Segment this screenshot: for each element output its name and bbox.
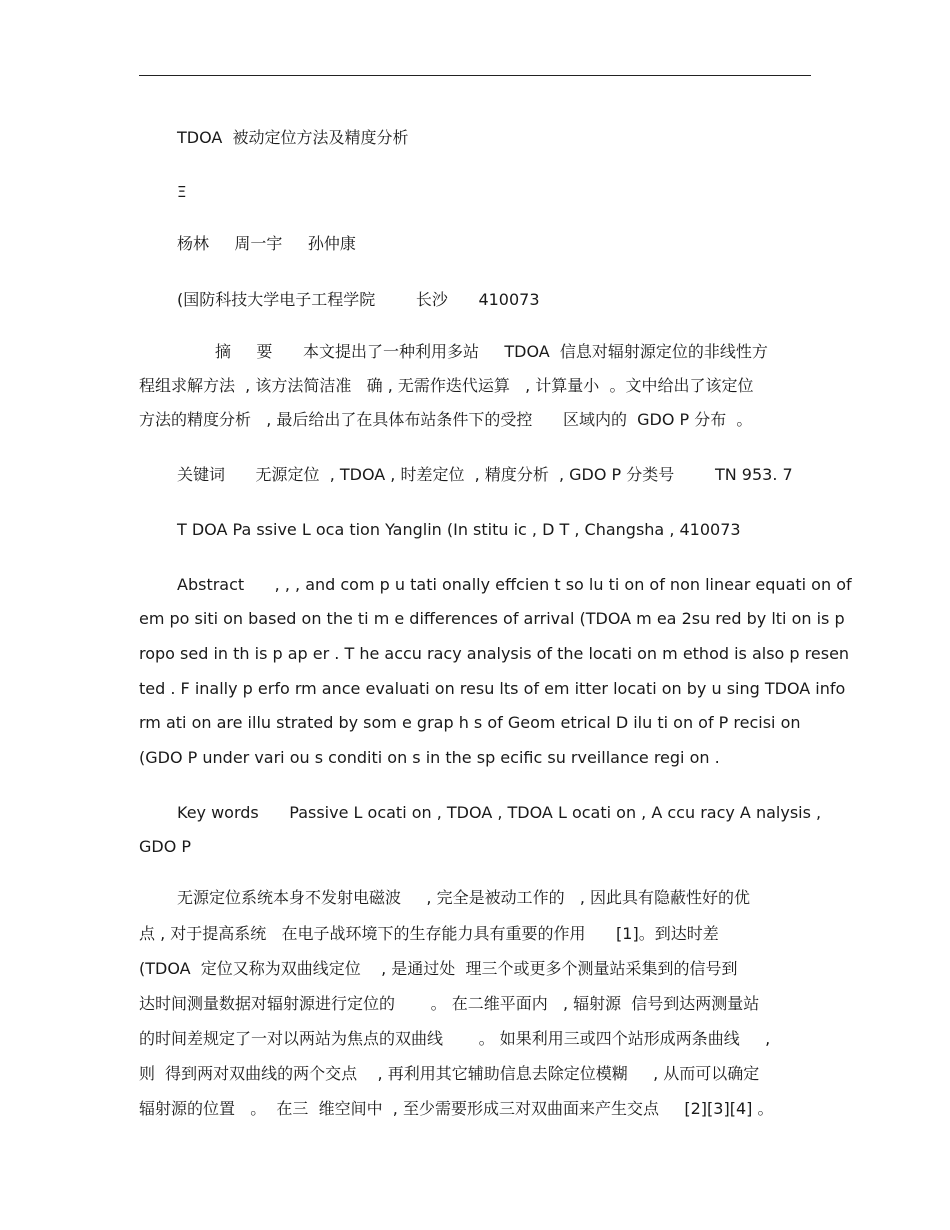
abstract-en-line: Abstract , , , and com p u tati onally effcien t so lu ti on of non linear equati on of [177, 575, 852, 594]
body-text-line: (TDOA 定位又称为双曲线定位 , 是通过处 理三个或更多个测量站采集到的信号到 [139, 959, 738, 978]
body-text-line: 点 , 对于提高系统 在电子战环境下的生存能力具有重要的作用 [1]。到达时差 [139, 924, 719, 943]
english-title-line: T DOA Pa ssive L oca tion Yanglin (In stitu ic , D T , Changsha , 410073 [177, 520, 741, 539]
abstract-en-line: (GDO P under vari ou s conditi on s in the sp ecific su rveillance regi on . [139, 748, 720, 767]
affiliation: (国防科技大学电子工程学院 长沙 410073 [177, 290, 540, 309]
body-text-line: 辐射源的位置 。 在三 维空间中 , 至少需要形成三对双曲面来产生交点 [2][3][4] 。 [139, 1099, 774, 1118]
paper-title: TDOA 被动定位方法及精度分析 [177, 128, 409, 147]
body-text-line: 则 得到两对双曲线的两个交点 , 再利用其它辅助信息去除定位模糊 , 从而可以确定 [139, 1064, 760, 1083]
abstract-cn-line: 程组求解方法 , 该方法简洁准 确 , 无需作迭代运算 , 计算量小 。文中给出了该定位 [139, 376, 754, 395]
keywords-en-line: GDO P [139, 837, 192, 856]
body-text-line: 达时间测量数据对辐射源进行定位的 。 在二维平面内 , 辐射源 信号到达两测量站 [139, 994, 760, 1013]
body-text-line: 的时间差规定了一对以两站为焦点的双曲线 。 如果利用三或四个站形成两条曲线 , [139, 1029, 771, 1048]
keywords-cn: 关键词 无源定位 , TDOA , 时差定位 , 精度分析 , GDO P 分类号 TN 953. 7 [177, 465, 793, 484]
abstract-en-line: em po siti on based on the ti m e differences of arrival (TDOA m ea 2su red by lti on is p [139, 609, 845, 628]
authors: 杨林 周一宇 孙仲康 [177, 234, 356, 253]
abstract-en-line: ted . F inally p erfo rm ance evaluati on resu lts of em itter locati on by u sing TDOA info [139, 679, 846, 698]
abstract-cn-line: 方法的精度分析 , 最后给出了在具体布站条件下的受控 区域内的 GDO P 分布 。 [139, 410, 753, 429]
footnote-mark: Ξ [177, 183, 187, 201]
abstract-en-line: ropo sed in th is p ap er . T he accu racy analysis of the locati on m ethod is also p resen [139, 644, 850, 663]
keywords-en-line: Key words Passive L ocati on , TDOA , TDOA L ocati on , A ccu racy A nalysis , [177, 803, 822, 822]
abstract-cn-line: 摘 要 本文提出了一种利用多站 TDOA 信息对辐射源定位的非线性方 [215, 342, 768, 361]
body-text-line: 无源定位系统本身不发射电磁波 , 完全是被动工作的 , 因此具有隐蔽性好的优 [177, 888, 751, 907]
header-rule [139, 75, 811, 76]
abstract-en-line: rm ati on are illu strated by som e grap h s of Geom etrical D ilu ti on of P recisi on [139, 713, 801, 732]
